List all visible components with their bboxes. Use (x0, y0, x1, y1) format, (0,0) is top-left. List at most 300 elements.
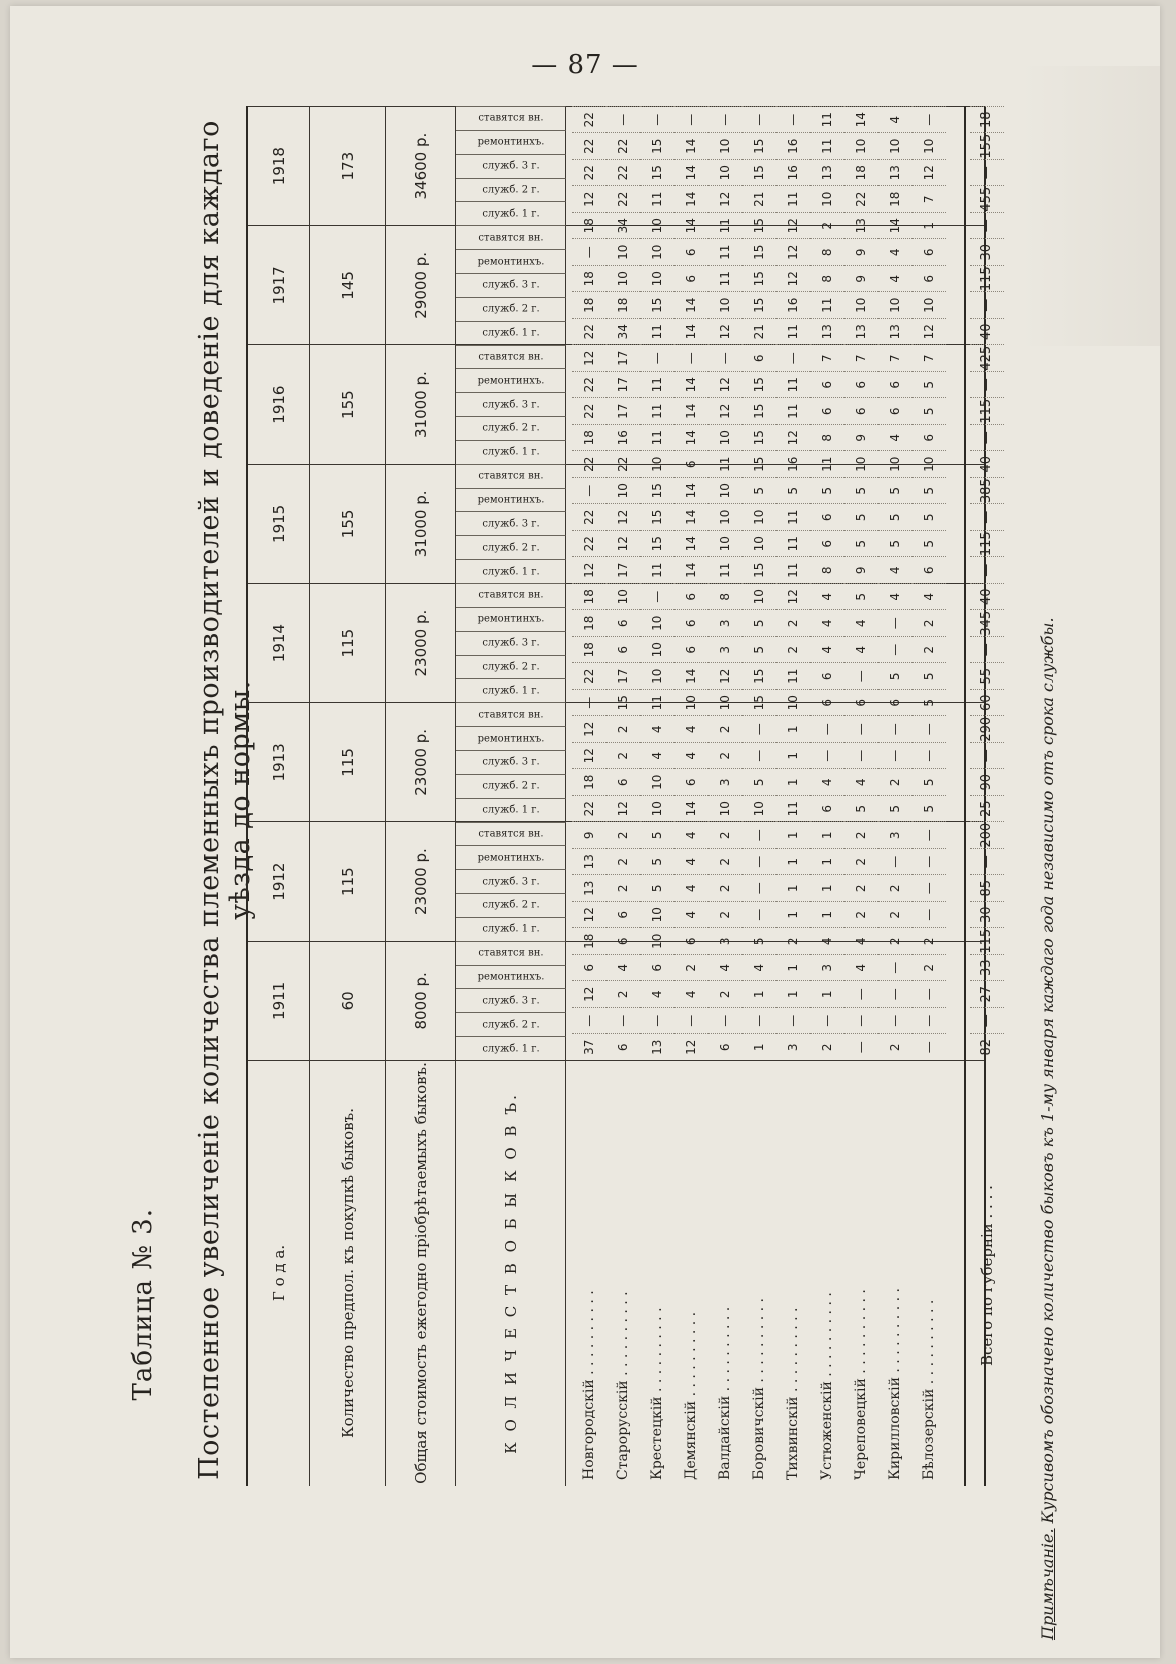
data-cell: 5 (776, 477, 810, 504)
data-cell: 4 (878, 265, 912, 292)
total-cell: 115 (970, 928, 1004, 955)
data-cell: 18 (844, 159, 878, 186)
data-cell: 12 (572, 345, 606, 372)
data-cell: 6 (674, 583, 708, 610)
data-cell: 15 (742, 398, 776, 425)
total-cell: 30 (970, 239, 1004, 266)
total-cell: — (970, 1007, 1004, 1034)
data-cell: 22 (572, 159, 606, 186)
data-cell: 9 (572, 822, 606, 849)
data-cell: 10 (640, 901, 674, 928)
data-cell: — (708, 345, 742, 372)
district-name: Старорусскій . . . . . . . . . . (615, 1291, 631, 1480)
data-cell: 7 (912, 345, 946, 372)
footnote-label: Примѣчаніе. (1038, 1528, 1057, 1640)
total-cell: 27 (970, 981, 1004, 1008)
data-cell: 5 (878, 504, 912, 531)
data-cell: 14 (844, 106, 878, 133)
data-cell: — (776, 345, 810, 372)
data-cell: 16 (776, 159, 810, 186)
data-cell: 10 (640, 663, 674, 690)
data-cell: 8 (810, 557, 844, 584)
data-cell: 14 (674, 557, 708, 584)
data-cell: 5 (640, 848, 674, 875)
data-cell: 10 (606, 477, 640, 504)
data-cell: 1 (810, 875, 844, 902)
data-cell: 14 (674, 133, 708, 160)
subcolumn-header (456, 106, 566, 130)
data-cell: 15 (742, 451, 776, 478)
data-cell: 1 (776, 875, 810, 902)
subcolumn-label: ставятся вн. (478, 470, 544, 482)
subcolumn-header (456, 321, 566, 345)
data-cell: 18 (572, 292, 606, 319)
data-cell: 6 (708, 1034, 742, 1061)
subcolumn-header (456, 178, 566, 202)
subcolumn-header (456, 416, 566, 440)
data-cell: 10 (878, 451, 912, 478)
subcolumn-label: служб. 2 г. (482, 780, 540, 792)
total-cell: — (970, 848, 1004, 875)
total-cell: — (970, 424, 1004, 451)
subcolumn-label: ремонтинхъ. (477, 971, 545, 983)
page-number: — 87 — (531, 50, 639, 80)
data-cell: 11 (776, 795, 810, 822)
data-cell: 18 (572, 583, 606, 610)
data-cell: 5 (844, 795, 878, 822)
data-cell: 14 (878, 212, 912, 239)
total-cell: 345 (970, 610, 1004, 637)
data-cell: 5 (878, 663, 912, 690)
data-cell: 3 (878, 822, 912, 849)
data-cell: 10 (606, 239, 640, 266)
data-cell: 15 (742, 212, 776, 239)
data-cell: 2 (606, 848, 640, 875)
data-cell: 10 (776, 689, 810, 716)
data-cell: 5 (912, 504, 946, 531)
data-cell: 17 (606, 398, 640, 425)
data-cell: — (878, 636, 912, 663)
data-cell: 11 (776, 186, 810, 213)
table-title: Постепенное увеличеніе количества племенныхъ производителей и доведеніе для каждаго уѣзда до нормы. (194, 120, 256, 1480)
data-cell: 14 (674, 212, 708, 239)
subcolumn-label: ставятся вн. (478, 589, 544, 601)
data-cell: — (844, 1007, 878, 1034)
data-cell: — (878, 848, 912, 875)
data-cell: 10 (640, 212, 674, 239)
data-cell: 10 (640, 769, 674, 796)
data-cell: 2 (708, 981, 742, 1008)
cost-label: Общая стоимость ежегодно пріобрѣтаемыхъ быковъ. (386, 1060, 456, 1486)
data-cell: 22 (844, 186, 878, 213)
subcolumn-label: служб. 1 г. (482, 566, 540, 578)
district-name: Демянскій . . . . . . . . . . (683, 1311, 699, 1480)
total-cell: 40 (970, 583, 1004, 610)
data-cell: 6 (844, 398, 878, 425)
data-cell: 4 (844, 769, 878, 796)
subcolumn-header (456, 988, 566, 1012)
year-qty: 115 (310, 823, 386, 941)
data-cell: 6 (912, 265, 946, 292)
data-cell: 11 (640, 557, 674, 584)
data-cell: — (674, 345, 708, 372)
data-cell: 7 (810, 345, 844, 372)
data-cell: 4 (878, 583, 912, 610)
data-cell: 4 (674, 716, 708, 743)
data-cell: 8 (810, 265, 844, 292)
data-cell: 12 (572, 742, 606, 769)
data-cell: 10 (878, 133, 912, 160)
data-cell: 22 (572, 318, 606, 345)
data-cell: 22 (606, 451, 640, 478)
data-cell: 34 (606, 318, 640, 345)
data-cell: — (878, 981, 912, 1008)
year-qty: 115 (310, 703, 386, 821)
district-name: Череповецкій . . . . . . . . . . (853, 1289, 869, 1480)
data-cell: 5 (912, 769, 946, 796)
data-cell: 12 (776, 424, 810, 451)
data-cell: 10 (708, 159, 742, 186)
subcolumn-header (456, 201, 566, 225)
data-cell: 4 (674, 901, 708, 928)
data-cell: 3 (708, 928, 742, 955)
data-cell: 5 (844, 583, 878, 610)
subcolumn-label: ставятся вн. (478, 351, 544, 363)
subcolumn-header (456, 845, 566, 869)
data-cell: 11 (640, 371, 674, 398)
data-cell: 10 (674, 689, 708, 716)
data-cell: 5 (742, 769, 776, 796)
footnote (1038, 440, 1057, 1640)
data-cell: 2 (912, 636, 946, 663)
data-cell: 2 (776, 610, 810, 637)
table-number: Таблица № 3. (128, 1208, 158, 1401)
data-cell: 4 (708, 954, 742, 981)
data-cell: — (640, 345, 674, 372)
data-cell: — (572, 1007, 606, 1034)
year-qty: 115 (310, 584, 386, 702)
data-cell: 13 (810, 318, 844, 345)
subcolumn-label: служб. 2 г. (482, 184, 540, 196)
data-cell: 1 (776, 901, 810, 928)
data-cell: 2 (708, 901, 742, 928)
data-cell: 6 (606, 636, 640, 663)
year-cost: 23000 р. (386, 823, 456, 941)
data-cell: 6 (810, 795, 844, 822)
data-cell: 10 (844, 292, 878, 319)
year-header: 1916 (248, 346, 310, 464)
total-cell: 30 (970, 901, 1004, 928)
total-cell: 85 (970, 875, 1004, 902)
data-cell: 6 (674, 451, 708, 478)
data-cell: 12 (708, 371, 742, 398)
total-cell: — (970, 371, 1004, 398)
data-cell: 6 (674, 636, 708, 663)
data-cell: 15 (742, 557, 776, 584)
data-cell: 2 (708, 875, 742, 902)
data-cell: 11 (640, 318, 674, 345)
data-cell: 3 (708, 769, 742, 796)
subcolumn-header (456, 822, 566, 846)
data-cell: 1 (776, 822, 810, 849)
subcolumn-header (456, 750, 566, 774)
year-header: 1911 (248, 942, 310, 1060)
data-cell: 5 (844, 530, 878, 557)
subcolumn-header (456, 345, 566, 369)
data-cell: 5 (844, 477, 878, 504)
data-cell: — (674, 1007, 708, 1034)
data-cell: 16 (776, 292, 810, 319)
subcolumn-header (456, 392, 566, 416)
data-cell: 11 (776, 371, 810, 398)
data-cell: 4 (844, 636, 878, 663)
data-cell: 7 (878, 345, 912, 372)
data-cell: — (742, 716, 776, 743)
data-cell: 15 (640, 133, 674, 160)
data-cell: 13 (572, 848, 606, 875)
data-cell: 1 (776, 769, 810, 796)
data-cell: — (606, 1007, 640, 1034)
data-cell: 12 (606, 504, 640, 531)
data-cell: 10 (844, 133, 878, 160)
data-cell: 5 (878, 530, 912, 557)
data-cell: 2 (674, 954, 708, 981)
data-cell: 12 (572, 981, 606, 1008)
data-cell: 10 (708, 530, 742, 557)
data-cell: 6 (810, 663, 844, 690)
subcolumn-label: служб. 3 г. (482, 518, 540, 530)
data-cell: 12 (572, 901, 606, 928)
data-cell: 15 (742, 292, 776, 319)
data-cell: 4 (912, 583, 946, 610)
data-cell: 12 (606, 530, 640, 557)
data-cell: — (844, 742, 878, 769)
total-cell: — (970, 504, 1004, 531)
year-cost: 8000 р. (386, 942, 456, 1060)
data-cell: 4 (878, 424, 912, 451)
subcolumn-header (456, 893, 566, 917)
data-cell: 11 (776, 398, 810, 425)
data-cell: 10 (742, 583, 776, 610)
data-cell: 4 (674, 981, 708, 1008)
data-cell: 6 (810, 398, 844, 425)
data-cell: 10 (708, 477, 742, 504)
total-cell: 455 (970, 186, 1004, 213)
data-cell: 15 (742, 265, 776, 292)
subcolumn-label: служб. 1 г. (482, 446, 540, 458)
data-cell: 14 (674, 663, 708, 690)
data-cell: 6 (878, 398, 912, 425)
subcolumn-label: служб. 3 г. (482, 279, 540, 291)
data-cell: 18 (572, 636, 606, 663)
data-cell: 11 (776, 504, 810, 531)
data-cell: 22 (606, 133, 640, 160)
data-cell: 1 (742, 1034, 776, 1061)
data-cell: 5 (640, 875, 674, 902)
data-cell: — (640, 1007, 674, 1034)
data-cell: 10 (912, 292, 946, 319)
data-cell: 10 (708, 424, 742, 451)
data-cell: — (606, 106, 640, 133)
data-cell: — (742, 848, 776, 875)
year-cost: 34600 р. (386, 107, 456, 225)
total-cell: 82 (970, 1034, 1004, 1061)
subcolumn-header (456, 702, 566, 726)
data-cell: 13 (640, 1034, 674, 1061)
data-cell: 14 (674, 318, 708, 345)
data-cell: 18 (572, 928, 606, 955)
data-cell: 5 (912, 663, 946, 690)
data-cell: 15 (742, 663, 776, 690)
data-cell: 5 (912, 689, 946, 716)
subcolumn-header (456, 511, 566, 535)
data-cell: 2 (878, 928, 912, 955)
data-cell: 6 (912, 239, 946, 266)
data-cell: 6 (674, 239, 708, 266)
data-cell: 5 (912, 371, 946, 398)
data-cell: 17 (606, 371, 640, 398)
data-cell: 11 (776, 530, 810, 557)
data-cell: 12 (776, 239, 810, 266)
data-cell: 9 (844, 265, 878, 292)
data-cell: 6 (606, 610, 640, 637)
data-cell: 11 (640, 424, 674, 451)
data-cell: 10 (640, 610, 674, 637)
data-cell: 1 (776, 954, 810, 981)
data-cell: 12 (708, 398, 742, 425)
data-cell: — (742, 742, 776, 769)
data-cell: 10 (708, 689, 742, 716)
data-cell: 10 (912, 451, 946, 478)
district-name: Боровичскій . . . . . . . . . . (751, 1298, 767, 1480)
subcolumn-label: ставятся вн. (478, 112, 544, 124)
subcolumn-header (456, 774, 566, 798)
data-cell: 15 (742, 424, 776, 451)
data-cell: — (810, 742, 844, 769)
footnote-text: Курсивомъ обозначено количество быковъ къ 1-му января каждаго года независимо отъ срока службы. (1038, 617, 1057, 1529)
page (10, 6, 1160, 1658)
data-cell: 4 (810, 636, 844, 663)
year-cost: 23000 р. (386, 703, 456, 821)
total-cell: 90 (970, 769, 1004, 796)
data-cell: 6 (674, 928, 708, 955)
data-cell: 15 (742, 689, 776, 716)
data-cell: 6 (878, 371, 912, 398)
data-cell: 13 (810, 159, 844, 186)
year-qty: 155 (310, 465, 386, 583)
year-header: 1913 (248, 703, 310, 821)
data-cell: 21 (742, 318, 776, 345)
data-cell: 22 (572, 371, 606, 398)
data-cell: 9 (844, 239, 878, 266)
data-cell: 6 (810, 371, 844, 398)
data-cell: 6 (844, 689, 878, 716)
data-cell: 8 (708, 583, 742, 610)
data-cell: 1 (810, 901, 844, 928)
data-cell: 6 (912, 424, 946, 451)
subcolumn-header (456, 965, 566, 989)
data-cell: 10 (640, 795, 674, 822)
data-cell: 11 (708, 212, 742, 239)
subcolumn-label: служб. 2 г. (482, 899, 540, 911)
year-qty: 60 (310, 942, 386, 1060)
data-cell: 6 (572, 954, 606, 981)
data-cell: 16 (776, 133, 810, 160)
data-cell: 3 (708, 610, 742, 637)
subcolumn-label: ремонтинхъ. (477, 613, 545, 625)
data-cell: 11 (640, 186, 674, 213)
data-cell: 5 (810, 477, 844, 504)
data-cell: 10 (708, 292, 742, 319)
data-cell: 4 (844, 954, 878, 981)
subcolumn-label: ремонтинхъ. (477, 852, 545, 864)
total-cell: — (970, 212, 1004, 239)
data-cell: 2 (606, 822, 640, 849)
data-cell: 14 (674, 398, 708, 425)
data-cell: 6 (878, 689, 912, 716)
data-cell: 4 (878, 239, 912, 266)
data-cell: 18 (572, 212, 606, 239)
data-cell: 12 (572, 716, 606, 743)
total-cell: 18 (970, 106, 1004, 133)
data-cell: — (878, 610, 912, 637)
data-cell: 10 (640, 928, 674, 955)
data-cell: — (912, 901, 946, 928)
data-cell: — (844, 663, 878, 690)
data-cell: 17 (606, 345, 640, 372)
total-cell: 115 (970, 398, 1004, 425)
subcolumn-label: служб. 1 г. (482, 923, 540, 935)
data-cell: 12 (912, 159, 946, 186)
data-cell: 2 (606, 716, 640, 743)
subcolumn-header (456, 368, 566, 392)
subcolumn-header (456, 798, 566, 822)
year-cost: 31000 р. (386, 465, 456, 583)
data-cell: 13 (844, 318, 878, 345)
subcolumn-label: служб. 2 г. (482, 542, 540, 554)
data-cell: 1 (776, 848, 810, 875)
qty-label: Количество предпол. къ покупкѣ быковъ. (310, 1060, 386, 1486)
data-cell: — (912, 981, 946, 1008)
subcolumn-header (456, 130, 566, 154)
data-cell: 22 (572, 133, 606, 160)
data-cell: 6 (606, 1034, 640, 1061)
years-label: Г о д а. (248, 1060, 310, 1486)
total-cell: 25 (970, 795, 1004, 822)
data-cell: 4 (742, 954, 776, 981)
data-cell: 2 (878, 1034, 912, 1061)
data-cell: 2 (810, 1034, 844, 1061)
data-cell: 4 (844, 928, 878, 955)
year-cost: 23000 р. (386, 584, 456, 702)
data-cell: — (912, 106, 946, 133)
data-cell: 14 (674, 530, 708, 557)
data-cell: 5 (742, 610, 776, 637)
data-cell: 2 (606, 742, 640, 769)
data-cell: — (878, 1007, 912, 1034)
data-cell: 5 (912, 795, 946, 822)
data-cell: 10 (742, 795, 776, 822)
data-cell: — (878, 716, 912, 743)
subcolumn-label: служб. 3 г. (482, 876, 540, 888)
subcolumn-label: ставятся вн. (478, 709, 544, 721)
data-cell: 34 (606, 212, 640, 239)
data-cell: 6 (674, 265, 708, 292)
year-qty: 155 (310, 346, 386, 464)
district-name: Тихвинскій . . . . . . . . . . (785, 1307, 801, 1480)
subcolumn-label: служб. 1 г. (482, 804, 540, 816)
data-cell: 1 (810, 848, 844, 875)
